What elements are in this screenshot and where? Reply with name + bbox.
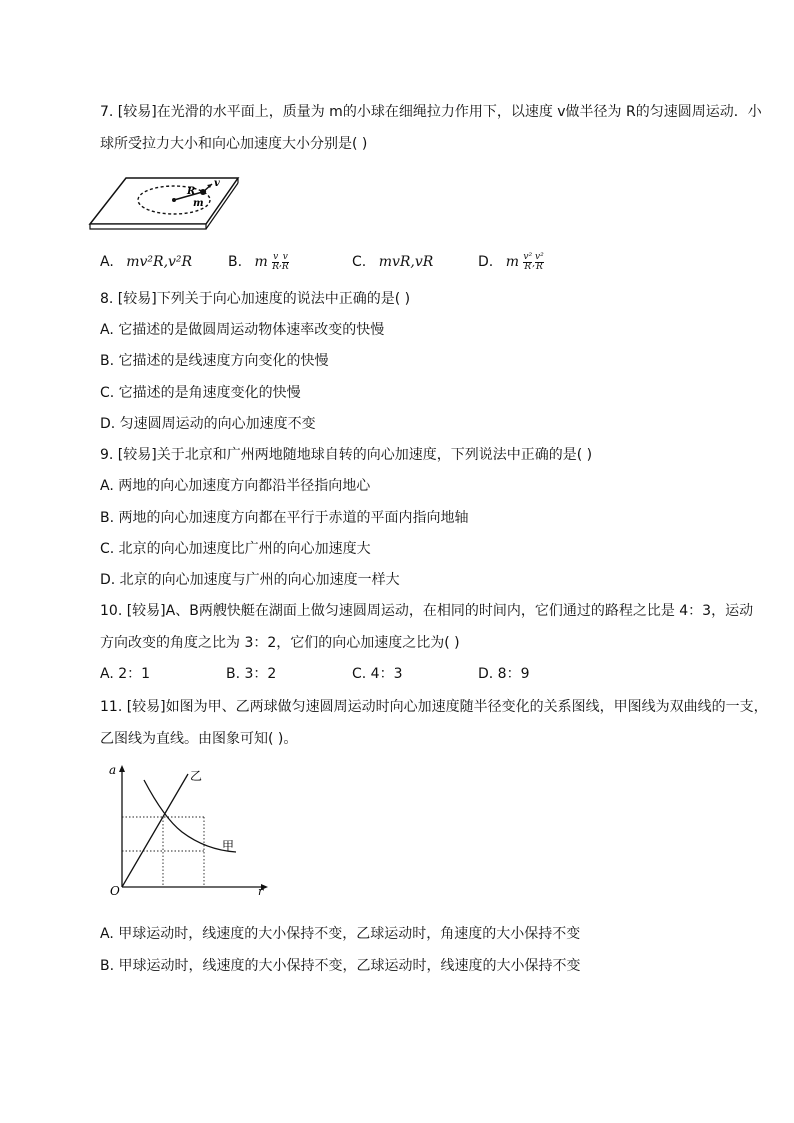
plane-edge xyxy=(90,224,206,229)
label-v: v xyxy=(214,178,220,189)
label-jia: 甲 xyxy=(222,839,235,853)
q7-option-d[interactable]: D. m $\frac{\text{v²}}{R}$ , $\frac{\text{v²}}{R}$ xyxy=(478,251,544,272)
q9-option-c[interactable]: C. 北京的向心加速度比广州的向心加速度大 xyxy=(100,541,371,557)
fraction: $\frac{\text{v²}}{R}$ xyxy=(535,251,544,272)
q8-option-c[interactable]: C. 它描述的是角速度变化的快慢 xyxy=(100,385,301,401)
q7-stem-line2: 球所受拉力大小和向心加速度大小分别是( ) xyxy=(100,136,368,152)
q9-option-a[interactable]: A. 两地的向心加速度方向都沿半径指向地心 xyxy=(100,478,371,494)
q10-option-c[interactable]: C. 4：3 xyxy=(352,666,403,682)
q11-graph xyxy=(106,760,276,896)
center-point xyxy=(172,198,176,202)
label-yi: 乙 xyxy=(190,769,203,783)
q8-option-b[interactable]: B. 它描述的是线速度方向变化的快慢 xyxy=(100,353,329,369)
line-yi xyxy=(122,774,188,887)
q8-option-a[interactable]: A. 它描述的是做圆周运动物体速率改变的快慢 xyxy=(100,322,385,338)
q7-option-a[interactable]: A. mv²R,v²R xyxy=(100,254,193,270)
fraction: $\frac{v}{R}$ xyxy=(272,251,280,272)
fraction: $\frac{\text{v²}}{R}$ xyxy=(523,251,533,272)
q7-stem-line1: 7. [较易]在光滑的水平面上，质量为 m的小球在细绳拉力作用下，以速度 v做半径为 R的匀速圆周运动．小 xyxy=(100,104,762,120)
q11-stem-line2: 乙图线为直线。由图象可知( )。 xyxy=(100,731,298,747)
q7-plane-figure xyxy=(86,174,246,234)
q10-option-d[interactable]: D. 8：9 xyxy=(478,666,530,682)
q10-stem-line1: 10. [较易]A、B两艘快艇在湖面上做匀速圆周运动，在相同的时间内，它们通过的路程之比是 4：3，运动 xyxy=(100,603,754,619)
q8-option-d[interactable]: D. 匀速圆周运动的向心加速度不变 xyxy=(100,416,316,432)
q9-stem: 9. [较易]关于北京和广州两地随地球自转的向心加速度，下列说法中正确的是( ) xyxy=(100,447,593,463)
y-axis-label: a xyxy=(109,763,117,777)
q7-option-b[interactable]: B. m $\frac{v}{R}$ , $\frac{v}{R}$ xyxy=(228,251,289,272)
origin-label: O xyxy=(110,884,120,896)
q10-stem-line2: 方向改变的角度之比为 3：2，它们的向心加速度之比为( ) xyxy=(100,635,460,651)
q11-option-a[interactable]: A. 甲球运动时，线速度的大小保持不变，乙球运动时，角速度的大小保持不变 xyxy=(100,926,581,942)
q7-option-c[interactable]: C. mvR,vR xyxy=(352,254,434,270)
x-axis-label: r xyxy=(258,885,264,896)
q9-option-b[interactable]: B. 两地的向心加速度方向都在平行于赤道的平面内指向地轴 xyxy=(100,510,469,526)
label-R: R xyxy=(187,186,196,197)
q11-option-b[interactable]: B. 甲球运动时，线速度的大小保持不变，乙球运动时，线速度的大小保持不变 xyxy=(100,958,581,974)
q11-stem-line1: 11. [较易]如图为甲、乙两球做匀速圆周运动时向心加速度随半径变化的关系图线，甲图线为双曲线的一支， xyxy=(100,699,768,715)
q8-stem: 8. [较易]下列关于向心加速度的说法中正确的是( ) xyxy=(100,291,411,307)
label-m: m xyxy=(193,198,204,209)
q9-option-d[interactable]: D. 北京的向心加速度与广州的向心加速度一样大 xyxy=(100,572,400,588)
fraction: $\frac{v}{R}$ xyxy=(281,251,289,272)
q10-option-a[interactable]: A. 2：1 xyxy=(100,666,151,682)
q10-option-b[interactable]: B. 3：2 xyxy=(226,666,277,682)
